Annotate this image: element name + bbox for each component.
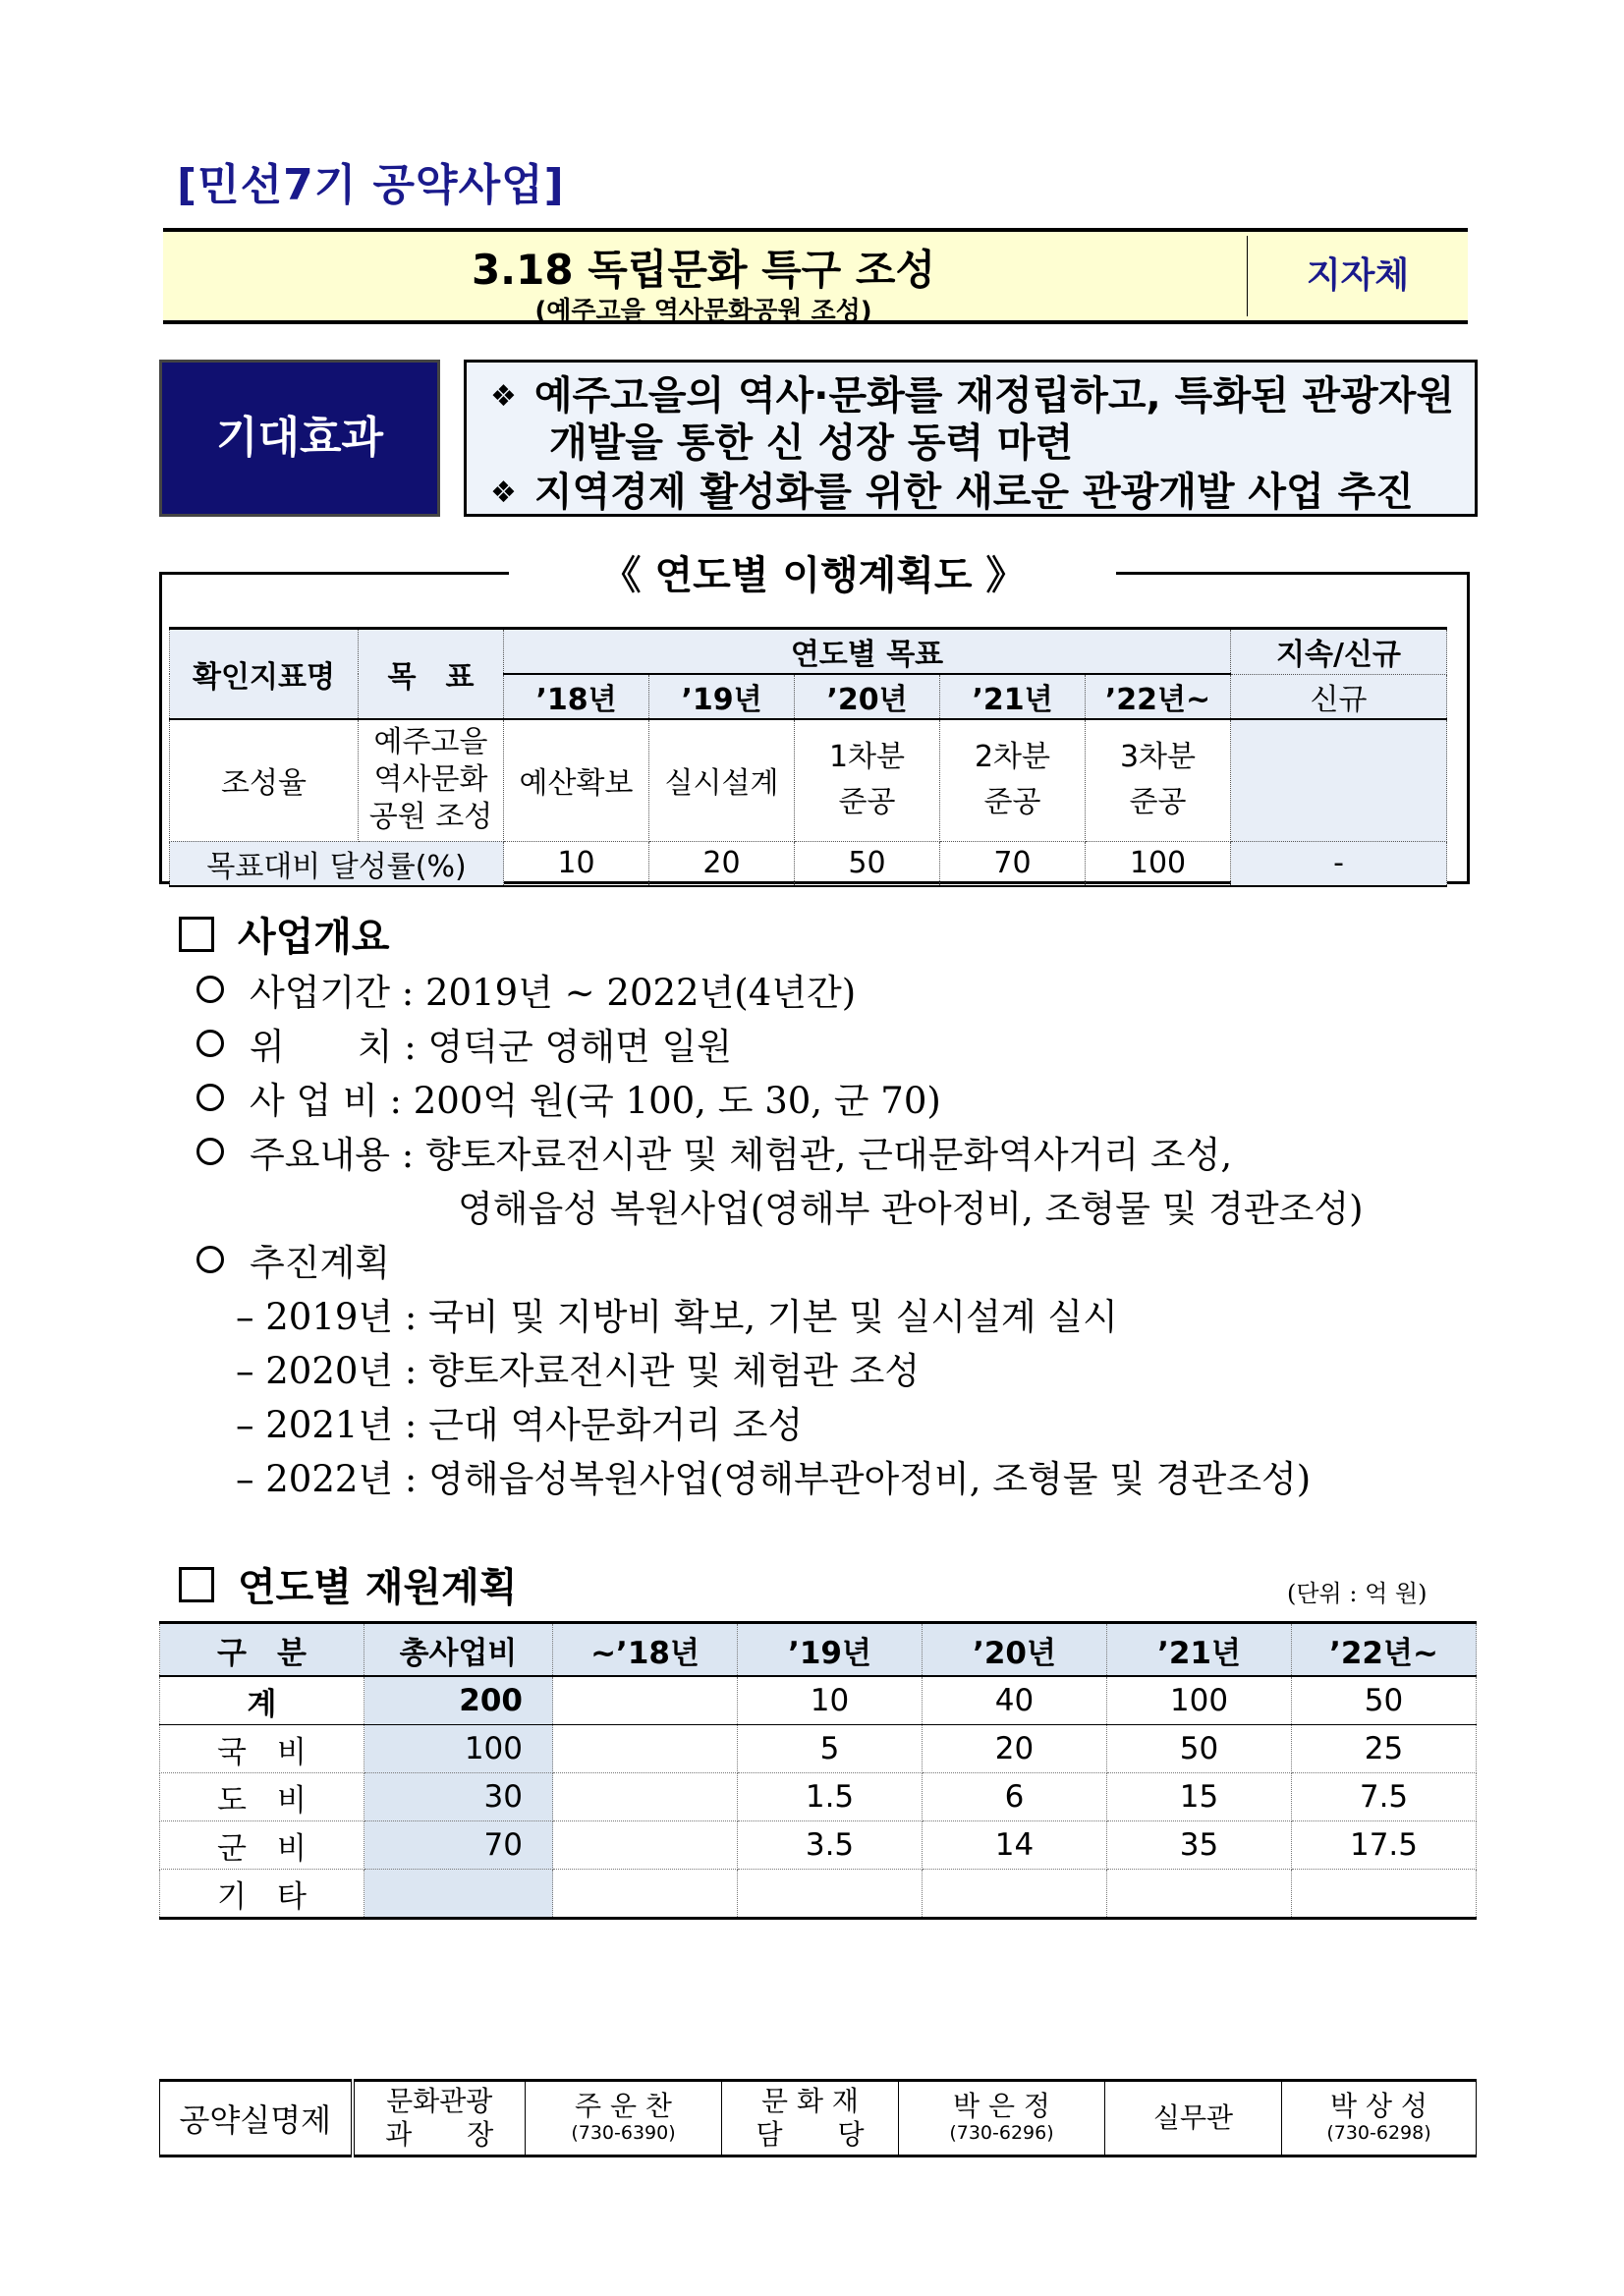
header-goal: 목 표 [359, 629, 504, 720]
plan-step: – 2020년 : 향토자료전시관 및 체험관 조성 [236, 1350, 921, 1392]
footer-role: 문화관광 과 장 [353, 2081, 526, 2156]
funding-header: 총사업비 [364, 1623, 553, 1677]
footer-role: 실무관 [1105, 2081, 1282, 2156]
header-year: ’19년 [649, 674, 795, 719]
overview-content: 주요내용 : 향토자료전시관 및 체험관, 근대문화역사거리 조성, [196, 1125, 1232, 1178]
funding-row-total: 계 200 10 40 100 50 [160, 1676, 1477, 1725]
plan-frame-top-left [159, 572, 509, 575]
status-cell [1231, 719, 1447, 841]
responsible-entity: 지자체 [1306, 255, 1410, 296]
circle-bullet-icon [196, 1030, 224, 1057]
accountability-footer [159, 2079, 1477, 2157]
header-year: ’22년~ [1086, 674, 1231, 719]
rate-value: 100 [1086, 841, 1231, 886]
title-box [163, 228, 1468, 324]
overview-content-cont: 영해읍성 복원사업(영해부 관아정비, 조형물 및 경관조성) [458, 1188, 1364, 1230]
effect-line-1: ❖ 예주고을의 역사·문화를 재정립하고, 특화된 관광자원 [490, 373, 1455, 419]
effects-label: 기대효과 [159, 360, 440, 517]
plan-frame-top-right [1116, 572, 1470, 575]
funding-row: 국 비 100 5 20 50 25 [160, 1725, 1477, 1773]
status-value: 신규 [1231, 674, 1447, 719]
rate-value: 10 [504, 841, 649, 886]
footer-label: 공약실명제 [160, 2081, 353, 2156]
funding-row: 군 비 70 3.5 14 35 17.5 [160, 1821, 1477, 1870]
funding-table [159, 1621, 1477, 1920]
page-subtitle: (예주고을 역사문화공원 조성) [534, 297, 872, 326]
funding-header: 구 분 [160, 1623, 364, 1677]
yearly-goal-cell: 3차분 준공 [1086, 719, 1231, 841]
overview-plan: 추진계획 [196, 1233, 390, 1286]
yearly-goal-cell: 2차분 준공 [940, 719, 1086, 841]
rate-value: 70 [940, 841, 1086, 886]
circle-bullet-icon [196, 1138, 224, 1165]
footer-role: 문 화 재 담 당 [722, 2081, 899, 2156]
page-title: 3.18 독립문화 특구 조성 [471, 246, 936, 294]
footer-person: 박 상 성 (730-6298) [1282, 2081, 1477, 2156]
goal-text: 예주고을 역사문화 공원 조성 [359, 719, 504, 841]
effect-line-2: 개발을 통한 신 성장 동력 마련 [549, 420, 1074, 466]
funding-header: ’21년 [1107, 1623, 1292, 1677]
yearly-goal-cell: 실시설계 [649, 719, 795, 841]
effects-box [464, 360, 1478, 517]
header-year: ’21년 [940, 674, 1086, 719]
footer-person: 박 은 정 (730-6296) [899, 2081, 1105, 2156]
funding-header: ~’18년 [553, 1623, 738, 1677]
header-year: ’20년 [795, 674, 940, 719]
circle-bullet-icon [196, 976, 224, 1003]
diamond-bullet-icon: ❖ [490, 476, 517, 510]
footer-person: 주 운 찬 (730-6390) [526, 2081, 722, 2156]
square-bullet-icon [179, 1567, 214, 1602]
rate-status: - [1231, 841, 1447, 886]
header-status: 지속/신규 [1231, 629, 1447, 675]
diamond-bullet-icon: ❖ [490, 379, 517, 414]
overview-heading: 사업개요 [179, 906, 390, 962]
header-yearly-goal: 연도별 목표 [504, 629, 1231, 675]
header-year: ’18년 [504, 674, 649, 719]
rate-value: 50 [795, 841, 940, 886]
funding-header: ’20년 [923, 1623, 1107, 1677]
plan-title: 《 연도별 이행계획도 》 [601, 553, 1026, 598]
effect-line-3: ❖ 지역경제 활성화를 위한 새로운 관광개발 사업 추진 [490, 470, 1414, 515]
square-bullet-icon [179, 917, 214, 952]
funding-header-row [160, 1623, 1477, 1677]
rate-value: 20 [649, 841, 795, 886]
funding-header: ’19년 [738, 1623, 923, 1677]
indicator-name: 조성율 [170, 719, 359, 841]
header-indicator: 확인지표명 [170, 629, 359, 720]
yearly-goal-cell: 예산확보 [504, 719, 649, 841]
plan-step: – 2021년 : 근대 역사문화거리 조성 [236, 1404, 804, 1446]
program-tag: [민선7기 공약사업] [177, 160, 565, 210]
yearly-goal-cell: 1차분 준공 [795, 719, 940, 841]
rate-label: 목표대비 달성률(%) [170, 841, 504, 886]
overview-cost: 사 업 비 : 200억 원(국 100, 도 30, 군 70) [196, 1071, 941, 1124]
plan-table [169, 627, 1447, 887]
circle-bullet-icon [196, 1246, 224, 1273]
funding-unit: (단위 : 억 원) [1287, 1580, 1428, 1607]
overview-period: 사업기간 : 2019년 ∼ 2022년(4년간) [196, 963, 856, 1016]
plan-step: – 2019년 : 국비 및 지방비 확보, 기본 및 실시설계 실시 [236, 1296, 1118, 1338]
funding-heading: 연도별 재원계획 [179, 1556, 517, 1612]
circle-bullet-icon [196, 1084, 224, 1111]
funding-row: 기 타 [160, 1870, 1477, 1919]
overview-location: 위 치 : 영덕군 영해면 일원 [196, 1017, 732, 1070]
funding-row: 도 비 30 1.5 6 15 7.5 [160, 1773, 1477, 1821]
plan-step: – 2022년 : 영해읍성복원사업(영해부관아정비, 조형물 및 경관조성) [236, 1458, 1312, 1500]
funding-header: ’22년~ [1292, 1623, 1477, 1677]
